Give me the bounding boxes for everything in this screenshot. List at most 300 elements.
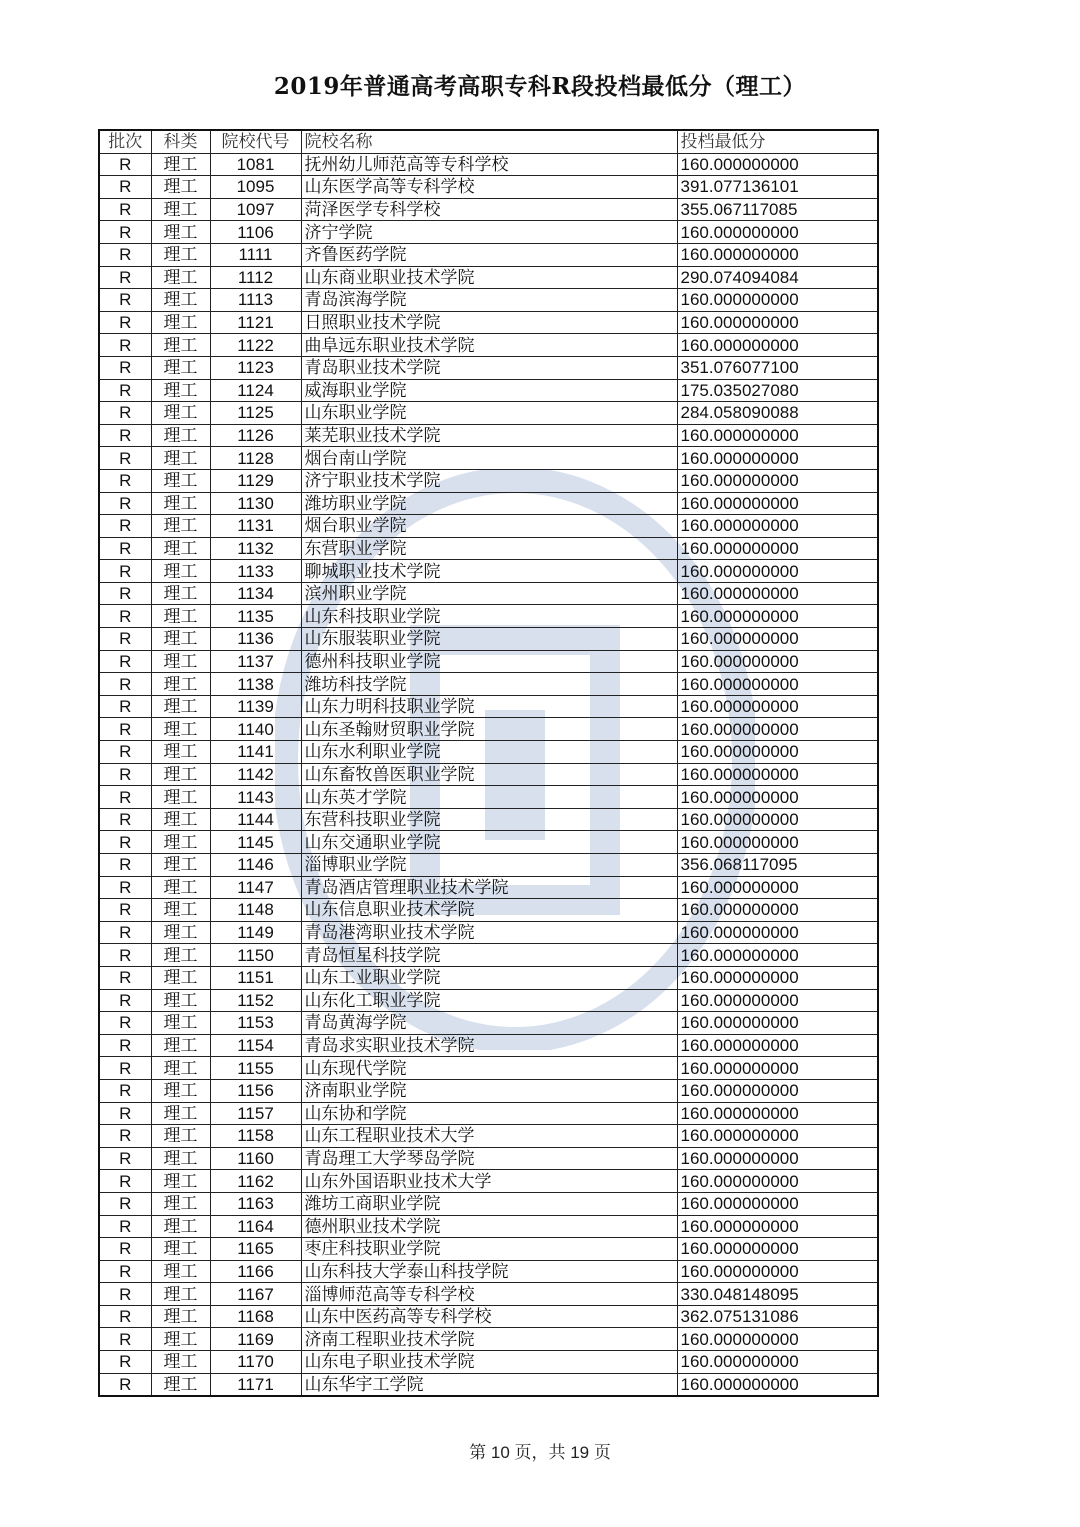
- cell-min-score: 160.000000000: [677, 921, 878, 944]
- table-row: [99, 1012, 878, 1035]
- header-category: 科类: [151, 130, 210, 153]
- cell-category: 理工: [151, 854, 210, 877]
- table-row: [99, 1283, 878, 1306]
- cell-school-code: 1113: [210, 289, 301, 312]
- cell-school-name: 日照职业技术学院: [301, 311, 677, 334]
- cell-school-name: 青岛港湾职业技术学院: [301, 921, 677, 944]
- cell-batch: R: [99, 243, 151, 266]
- cell-school-code: 1170: [210, 1351, 301, 1374]
- table-row: [99, 966, 878, 989]
- cell-batch: R: [99, 763, 151, 786]
- table-row: [99, 741, 878, 764]
- cell-school-name: 潍坊工商职业学院: [301, 1192, 677, 1215]
- cell-category: 理工: [151, 989, 210, 1012]
- cell-batch: R: [99, 786, 151, 809]
- cell-school-name: 枣庄科技职业学院: [301, 1238, 677, 1261]
- cell-school-name: 山东工业职业学院: [301, 966, 677, 989]
- cell-category: 理工: [151, 1079, 210, 1102]
- cell-school-code: 1168: [210, 1305, 301, 1328]
- cell-min-score: 160.000000000: [677, 221, 878, 244]
- cell-school-code: 1137: [210, 650, 301, 673]
- table-row: [99, 628, 878, 651]
- cell-school-name: 济南工程职业技术学院: [301, 1328, 677, 1351]
- cell-school-code: 1146: [210, 854, 301, 877]
- cell-min-score: 160.000000000: [677, 695, 878, 718]
- cell-min-score: 160.000000000: [677, 469, 878, 492]
- cell-school-code: 1150: [210, 944, 301, 967]
- cell-category: 理工: [151, 537, 210, 560]
- cell-category: 理工: [151, 1351, 210, 1374]
- cell-school-name: 山东协和学院: [301, 1102, 677, 1125]
- cell-category: 理工: [151, 402, 210, 425]
- cell-batch: R: [99, 989, 151, 1012]
- table-header-row: [99, 130, 878, 153]
- table-row: [99, 537, 878, 560]
- cell-school-code: 1140: [210, 718, 301, 741]
- cell-school-name: 德州科技职业学院: [301, 650, 677, 673]
- cell-batch: R: [99, 1373, 151, 1396]
- cell-school-name: 山东外国语职业技术大学: [301, 1170, 677, 1193]
- cell-school-code: 1167: [210, 1283, 301, 1306]
- cell-batch: R: [99, 560, 151, 583]
- cell-batch: R: [99, 1170, 151, 1193]
- cell-school-name: 莱芜职业技术学院: [301, 424, 677, 447]
- cell-batch: R: [99, 537, 151, 560]
- cell-batch: R: [99, 1102, 151, 1125]
- cell-batch: R: [99, 899, 151, 922]
- cell-school-code: 1132: [210, 537, 301, 560]
- cell-min-score: 160.000000000: [677, 831, 878, 854]
- cell-batch: R: [99, 741, 151, 764]
- table-row: [99, 989, 878, 1012]
- cell-school-name: 济宁职业技术学院: [301, 469, 677, 492]
- cell-min-score: 160.000000000: [677, 311, 878, 334]
- cell-school-name: 滨州职业学院: [301, 582, 677, 605]
- cell-school-code: 1081: [210, 153, 301, 176]
- cell-school-name: 东营科技职业学院: [301, 808, 677, 831]
- cell-category: 理工: [151, 876, 210, 899]
- header-school-name: 院校名称: [301, 130, 677, 153]
- cell-min-score: 160.000000000: [677, 515, 878, 538]
- cell-min-score: 160.000000000: [677, 1102, 878, 1125]
- cell-batch: R: [99, 944, 151, 967]
- cell-school-name: 潍坊科技学院: [301, 673, 677, 696]
- cell-school-name: 山东医学高等专科学校: [301, 176, 677, 199]
- cell-school-code: 1131: [210, 515, 301, 538]
- table-row: [99, 198, 878, 221]
- cell-batch: R: [99, 808, 151, 831]
- table-row: [99, 1351, 878, 1374]
- cell-min-score: 160.000000000: [677, 1012, 878, 1035]
- table-row: [99, 1192, 878, 1215]
- cell-category: 理工: [151, 718, 210, 741]
- table-row: [99, 243, 878, 266]
- table-row: [99, 763, 878, 786]
- cell-min-score: 351.076077100: [677, 356, 878, 379]
- cell-category: 理工: [151, 1373, 210, 1396]
- cell-school-code: 1128: [210, 447, 301, 470]
- cell-school-code: 1122: [210, 334, 301, 357]
- cell-category: 理工: [151, 582, 210, 605]
- cell-batch: R: [99, 176, 151, 199]
- cell-category: 理工: [151, 1192, 210, 1215]
- cell-school-code: 1166: [210, 1260, 301, 1283]
- cell-category: 理工: [151, 176, 210, 199]
- cell-category: 理工: [151, 695, 210, 718]
- cell-category: 理工: [151, 1125, 210, 1148]
- cell-school-name: 山东水利职业学院: [301, 741, 677, 764]
- cell-min-score: 160.000000000: [677, 1238, 878, 1261]
- page-footer: 第 10 页，共 19 页: [469, 1443, 611, 1462]
- cell-school-code: 1106: [210, 221, 301, 244]
- table-row: [99, 153, 878, 176]
- cell-school-code: 1135: [210, 605, 301, 628]
- cell-min-score: 175.035027080: [677, 379, 878, 402]
- table-row: [99, 1102, 878, 1125]
- cell-min-score: 160.000000000: [677, 492, 878, 515]
- cell-category: 理工: [151, 334, 210, 357]
- table-row: [99, 560, 878, 583]
- cell-school-code: 1095: [210, 176, 301, 199]
- table-row: [99, 673, 878, 696]
- cell-min-score: 356.068117095: [677, 854, 878, 877]
- cell-school-code: 1148: [210, 899, 301, 922]
- cell-min-score: 160.000000000: [677, 673, 878, 696]
- cell-category: 理工: [151, 1283, 210, 1306]
- cell-category: 理工: [151, 763, 210, 786]
- cell-min-score: 160.000000000: [677, 989, 878, 1012]
- cell-school-name: 山东信息职业技术学院: [301, 899, 677, 922]
- cell-school-code: 1156: [210, 1079, 301, 1102]
- table-row: [99, 1170, 878, 1193]
- cell-school-code: 1154: [210, 1034, 301, 1057]
- cell-school-name: 山东科技大学泰山科技学院: [301, 1260, 677, 1283]
- table-row: [99, 1373, 878, 1396]
- table-row: [99, 1034, 878, 1057]
- cell-school-code: 1121: [210, 311, 301, 334]
- cell-batch: R: [99, 356, 151, 379]
- cell-min-score: 160.000000000: [677, 1034, 878, 1057]
- cell-min-score: 355.067117085: [677, 198, 878, 221]
- cell-batch: R: [99, 1351, 151, 1374]
- cell-school-code: 1160: [210, 1147, 301, 1170]
- cell-batch: R: [99, 673, 151, 696]
- cell-category: 理工: [151, 515, 210, 538]
- cell-school-code: 1164: [210, 1215, 301, 1238]
- cell-batch: R: [99, 1305, 151, 1328]
- cell-school-code: 1129: [210, 469, 301, 492]
- cell-school-name: 德州职业技术学院: [301, 1215, 677, 1238]
- cell-category: 理工: [151, 198, 210, 221]
- cell-category: 理工: [151, 808, 210, 831]
- table-row: [99, 1215, 878, 1238]
- cell-school-name: 威海职业学院: [301, 379, 677, 402]
- cell-school-name: 山东服装职业学院: [301, 628, 677, 651]
- table-row: [99, 786, 878, 809]
- cell-school-name: 青岛职业技术学院: [301, 356, 677, 379]
- cell-category: 理工: [151, 605, 210, 628]
- cell-category: 理工: [151, 673, 210, 696]
- cell-category: 理工: [151, 289, 210, 312]
- cell-school-code: 1124: [210, 379, 301, 402]
- cell-min-score: 160.000000000: [677, 1215, 878, 1238]
- cell-category: 理工: [151, 311, 210, 334]
- table-row: [99, 221, 878, 244]
- cell-school-code: 1123: [210, 356, 301, 379]
- cell-category: 理工: [151, 266, 210, 289]
- cell-batch: R: [99, 198, 151, 221]
- cell-batch: R: [99, 1215, 151, 1238]
- cell-batch: R: [99, 1283, 151, 1306]
- cell-school-code: 1169: [210, 1328, 301, 1351]
- cell-category: 理工: [151, 1260, 210, 1283]
- cell-school-name: 青岛黄海学院: [301, 1012, 677, 1035]
- cell-school-code: 1155: [210, 1057, 301, 1080]
- cell-batch: R: [99, 650, 151, 673]
- cell-school-name: 山东电子职业技术学院: [301, 1351, 677, 1374]
- table-row: [99, 356, 878, 379]
- cell-min-score: 160.000000000: [677, 447, 878, 470]
- cell-category: 理工: [151, 831, 210, 854]
- cell-school-name: 淄博职业学院: [301, 854, 677, 877]
- cell-min-score: 160.000000000: [677, 1328, 878, 1351]
- cell-min-score: 160.000000000: [677, 1192, 878, 1215]
- cell-school-code: 1125: [210, 402, 301, 425]
- cell-min-score: 160.000000000: [677, 628, 878, 651]
- cell-school-code: 1144: [210, 808, 301, 831]
- table-row: [99, 469, 878, 492]
- table-row: [99, 876, 878, 899]
- cell-batch: R: [99, 153, 151, 176]
- cell-school-name: 曲阜远东职业技术学院: [301, 334, 677, 357]
- cell-school-name: 山东化工职业学院: [301, 989, 677, 1012]
- table-row: [99, 379, 878, 402]
- cell-school-name: 青岛恒星科技学院: [301, 944, 677, 967]
- cell-school-code: 1149: [210, 921, 301, 944]
- table-row: [99, 582, 878, 605]
- cell-batch: R: [99, 1328, 151, 1351]
- cell-school-name: 青岛求实职业技术学院: [301, 1034, 677, 1057]
- cell-school-name: 青岛理工大学琴岛学院: [301, 1147, 677, 1170]
- cell-min-score: 330.048148095: [677, 1283, 878, 1306]
- cell-min-score: 160.000000000: [677, 424, 878, 447]
- cell-category: 理工: [151, 379, 210, 402]
- cell-batch: R: [99, 1079, 151, 1102]
- cell-min-score: 160.000000000: [677, 605, 878, 628]
- table-row: [99, 1238, 878, 1261]
- table-row: [99, 808, 878, 831]
- cell-school-name: 齐鲁医药学院: [301, 243, 677, 266]
- cell-batch: R: [99, 1260, 151, 1283]
- table-row: [99, 176, 878, 199]
- cell-batch: R: [99, 876, 151, 899]
- cell-school-code: 1133: [210, 560, 301, 583]
- cell-batch: R: [99, 966, 151, 989]
- cell-min-score: 160.000000000: [677, 560, 878, 583]
- cell-min-score: 160.000000000: [677, 1351, 878, 1374]
- cell-min-score: 391.077136101: [677, 176, 878, 199]
- table-row: [99, 515, 878, 538]
- table-row: [99, 402, 878, 425]
- cell-min-score: 160.000000000: [677, 1170, 878, 1193]
- cell-category: 理工: [151, 1057, 210, 1080]
- cell-min-score: 290.074094084: [677, 266, 878, 289]
- cell-school-name: 山东科技职业学院: [301, 605, 677, 628]
- cell-batch: R: [99, 695, 151, 718]
- cell-batch: R: [99, 469, 151, 492]
- cell-category: 理工: [151, 1102, 210, 1125]
- cell-min-score: 160.000000000: [677, 966, 878, 989]
- cell-school-code: 1143: [210, 786, 301, 809]
- cell-batch: R: [99, 831, 151, 854]
- cell-school-name: 菏泽医学专科学校: [301, 198, 677, 221]
- cell-school-name: 山东交通职业学院: [301, 831, 677, 854]
- cell-school-name: 山东力明科技职业学院: [301, 695, 677, 718]
- cell-school-name: 聊城职业技术学院: [301, 560, 677, 583]
- cell-min-score: 284.058090088: [677, 402, 878, 425]
- cell-category: 理工: [151, 221, 210, 244]
- header-school-code: 院校代号: [210, 130, 301, 153]
- cell-batch: R: [99, 582, 151, 605]
- cell-batch: R: [99, 515, 151, 538]
- cell-school-code: 1145: [210, 831, 301, 854]
- cell-batch: R: [99, 289, 151, 312]
- cell-category: 理工: [151, 966, 210, 989]
- cell-min-score: 160.000000000: [677, 537, 878, 560]
- cell-category: 理工: [151, 1147, 210, 1170]
- cell-batch: R: [99, 1147, 151, 1170]
- cell-school-code: 1151: [210, 966, 301, 989]
- cell-category: 理工: [151, 1238, 210, 1261]
- page-title: 2019年普通高考高职专科R段投档最低分（理工）: [273, 73, 807, 100]
- table-row: [99, 650, 878, 673]
- cell-school-code: 1171: [210, 1373, 301, 1396]
- cell-school-name: 烟台南山学院: [301, 447, 677, 470]
- table-row: [99, 1328, 878, 1351]
- cell-category: 理工: [151, 1215, 210, 1238]
- cell-school-code: 1130: [210, 492, 301, 515]
- cell-school-code: 1147: [210, 876, 301, 899]
- cell-batch: R: [99, 266, 151, 289]
- table-row: [99, 1260, 878, 1283]
- cell-min-score: 160.000000000: [677, 741, 878, 764]
- cell-school-name: 山东华宇工学院: [301, 1373, 677, 1396]
- cell-school-code: 1111: [210, 243, 301, 266]
- cell-school-code: 1157: [210, 1102, 301, 1125]
- table-row: [99, 1079, 878, 1102]
- cell-category: 理工: [151, 944, 210, 967]
- table-row: [99, 695, 878, 718]
- cell-min-score: 160.000000000: [677, 1079, 878, 1102]
- cell-school-name: 山东圣翰财贸职业学院: [301, 718, 677, 741]
- cell-school-code: 1112: [210, 266, 301, 289]
- cell-school-code: 1142: [210, 763, 301, 786]
- cell-school-name: 山东商业职业技术学院: [301, 266, 677, 289]
- cell-batch: R: [99, 311, 151, 334]
- cell-school-name: 山东现代学院: [301, 1057, 677, 1080]
- cell-school-name: 抚州幼儿师范高等专科学校: [301, 153, 677, 176]
- cell-school-code: 1153: [210, 1012, 301, 1035]
- cell-batch: R: [99, 1012, 151, 1035]
- cell-category: 理工: [151, 243, 210, 266]
- cell-min-score: 160.000000000: [677, 718, 878, 741]
- header-batch: 批次: [99, 130, 151, 153]
- table-row: [99, 334, 878, 357]
- cell-min-score: 160.000000000: [677, 763, 878, 786]
- table-row: [99, 266, 878, 289]
- cell-min-score: 160.000000000: [677, 808, 878, 831]
- cell-school-name: 济南职业学院: [301, 1079, 677, 1102]
- cell-school-name: 潍坊职业学院: [301, 492, 677, 515]
- cell-batch: R: [99, 1034, 151, 1057]
- table-row: [99, 1305, 878, 1328]
- cell-batch: R: [99, 718, 151, 741]
- table-row: [99, 854, 878, 877]
- cell-category: 理工: [151, 628, 210, 651]
- cell-category: 理工: [151, 1328, 210, 1351]
- cell-school-code: 1136: [210, 628, 301, 651]
- cell-school-code: 1163: [210, 1192, 301, 1215]
- score-table: [98, 129, 879, 1397]
- cell-school-code: 1152: [210, 989, 301, 1012]
- cell-school-code: 1158: [210, 1125, 301, 1148]
- cell-school-code: 1139: [210, 695, 301, 718]
- cell-category: 理工: [151, 469, 210, 492]
- cell-batch: R: [99, 628, 151, 651]
- cell-category: 理工: [151, 492, 210, 515]
- cell-school-code: 1126: [210, 424, 301, 447]
- cell-category: 理工: [151, 786, 210, 809]
- cell-category: 理工: [151, 560, 210, 583]
- cell-category: 理工: [151, 1012, 210, 1035]
- cell-school-code: 1138: [210, 673, 301, 696]
- cell-school-code: 1134: [210, 582, 301, 605]
- cell-min-score: 362.075131086: [677, 1305, 878, 1328]
- cell-min-score: 160.000000000: [677, 944, 878, 967]
- cell-batch: R: [99, 334, 151, 357]
- cell-batch: R: [99, 921, 151, 944]
- cell-min-score: 160.000000000: [677, 1147, 878, 1170]
- table-body: [99, 153, 878, 1396]
- cell-batch: R: [99, 605, 151, 628]
- cell-min-score: 160.000000000: [677, 1125, 878, 1148]
- table-row: [99, 899, 878, 922]
- cell-school-code: 1165: [210, 1238, 301, 1261]
- table-row: [99, 311, 878, 334]
- cell-school-name: 青岛滨海学院: [301, 289, 677, 312]
- cell-batch: R: [99, 1125, 151, 1148]
- cell-min-score: 160.000000000: [677, 1373, 878, 1396]
- cell-batch: R: [99, 424, 151, 447]
- table-row: [99, 447, 878, 470]
- cell-min-score: 160.000000000: [677, 1260, 878, 1283]
- table-row: [99, 424, 878, 447]
- table-row: [99, 944, 878, 967]
- cell-batch: R: [99, 1192, 151, 1215]
- cell-school-name: 烟台职业学院: [301, 515, 677, 538]
- cell-category: 理工: [151, 1170, 210, 1193]
- cell-batch: R: [99, 1238, 151, 1261]
- table-row: [99, 1147, 878, 1170]
- cell-school-code: 1097: [210, 198, 301, 221]
- cell-category: 理工: [151, 1305, 210, 1328]
- cell-batch: R: [99, 402, 151, 425]
- cell-category: 理工: [151, 447, 210, 470]
- cell-min-score: 160.000000000: [677, 153, 878, 176]
- header-min-score: 投档最低分: [677, 130, 878, 153]
- cell-min-score: 160.000000000: [677, 243, 878, 266]
- cell-batch: R: [99, 492, 151, 515]
